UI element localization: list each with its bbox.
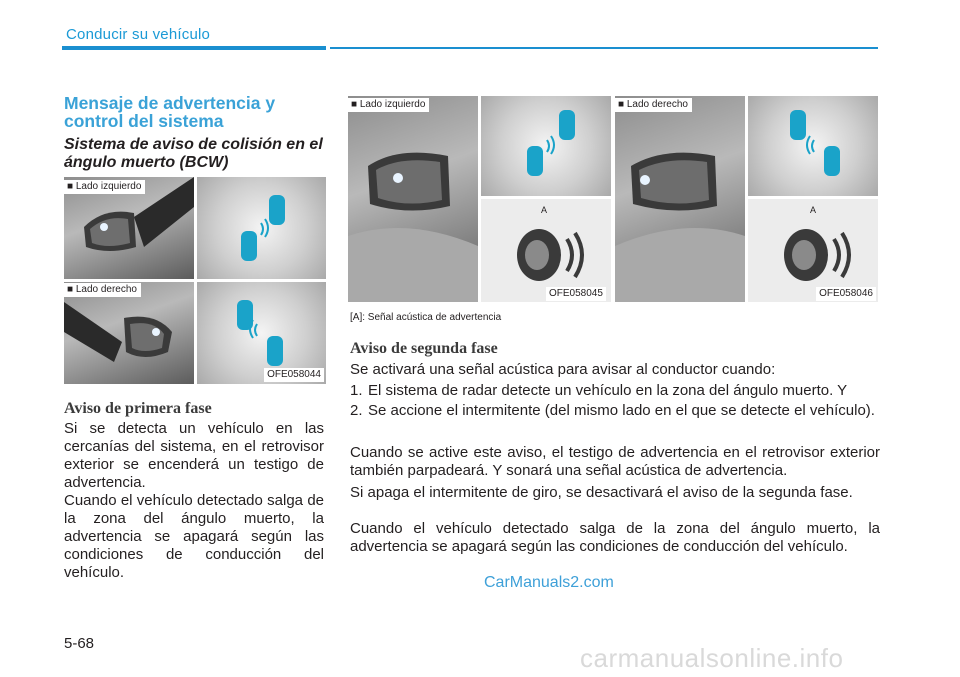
list-item-text: El sistema de radar detecte un vehículo en la zona del ángulo muerto. Y — [368, 382, 848, 399]
list-item — [350, 382, 880, 400]
mirror-photo-right — [615, 96, 745, 302]
condition-list — [350, 382, 880, 420]
mirror-photo-right — [64, 282, 194, 384]
second-stage-intro: Se activará una señal acústica para avisar al conductor cuando: — [350, 361, 776, 378]
label-left-side: ■ Lado izquierdo — [348, 98, 429, 112]
figure-second-stage — [348, 96, 878, 302]
bsd-diagram-left — [481, 96, 611, 196]
header-rule-thick — [62, 46, 326, 50]
label-right-side: ■ Lado derecho — [64, 283, 141, 297]
second-stage-paragraph-3: Si apaga el intermitente de giro, se desactivará el aviso de la segunda fase. — [350, 484, 853, 501]
bsd-diagram-left — [197, 177, 326, 279]
mirror-photo-left — [348, 96, 478, 302]
list-item-number: 1. — [350, 382, 363, 399]
subsection-title: Sistema de aviso de colisión en el ángulo muerto (BCW) — [64, 136, 323, 171]
label-left-side: ■ Lado izquierdo — [64, 180, 145, 194]
bsd-diagram-right — [748, 96, 878, 196]
car-icon — [197, 177, 326, 279]
mirror-icon — [64, 282, 194, 384]
figure-code-left: OFE058045 — [546, 287, 606, 301]
watermark-carmanuals2[interactable]: CarManuals2.com — [484, 574, 614, 591]
figure-code: OFE058044 — [264, 368, 324, 382]
first-stage-heading: Aviso de primera fase — [64, 400, 212, 417]
header-rule-thin — [330, 47, 878, 49]
first-stage-paragraph-2: Cuando el vehículo detectado salga de la zona del ángulo muerto, la advertencia se apagará según las condiciones de conducción del vehículo. — [64, 492, 324, 581]
marker-a: A — [810, 205, 817, 215]
second-stage-heading: Aviso de segunda fase — [350, 340, 498, 357]
mirror-icon — [615, 96, 745, 302]
car-icon — [481, 96, 611, 196]
label-right-side: ■ Lado derecho — [615, 98, 692, 112]
watermark-carmanualsonline[interactable]: carmanualsonline.info — [580, 643, 844, 673]
second-stage-paragraph-4: Cuando el vehículo detectado salga de la zona del ángulo muerto, la advertencia se apagará según las condiciones de conducción del vehículo. — [350, 520, 880, 555]
section-title: Mensaje de advertencia y control del sistema — [64, 93, 276, 131]
header-title: Conducir su vehículo — [66, 26, 211, 43]
list-item-number: 2. — [350, 402, 363, 419]
figure-bcw-warning — [64, 177, 326, 384]
figure-caption: [A]: Señal acústica de advertencia — [350, 312, 502, 323]
page-number: 5-68 — [64, 635, 95, 652]
list-item-text: Se accione el intermitente (del mismo lado en el que se detecte el vehículo). — [368, 402, 875, 419]
list-item — [350, 402, 880, 420]
figure-code-right: OFE058046 — [816, 287, 876, 301]
second-stage-paragraph-2: Cuando se active este aviso, el testigo de advertencia en el retrovisor exterior también parpadeará. Y sonará una señal acústica de advertencia. — [350, 444, 880, 479]
marker-a: A — [541, 205, 548, 215]
mirror-icon — [348, 96, 478, 302]
first-stage-paragraph-1: Si se detecta un vehículo en las cercanías del sistema, en el retrovisor exterior se encenderá un testigo de advertencia. — [64, 420, 324, 491]
car-icon — [748, 96, 878, 196]
